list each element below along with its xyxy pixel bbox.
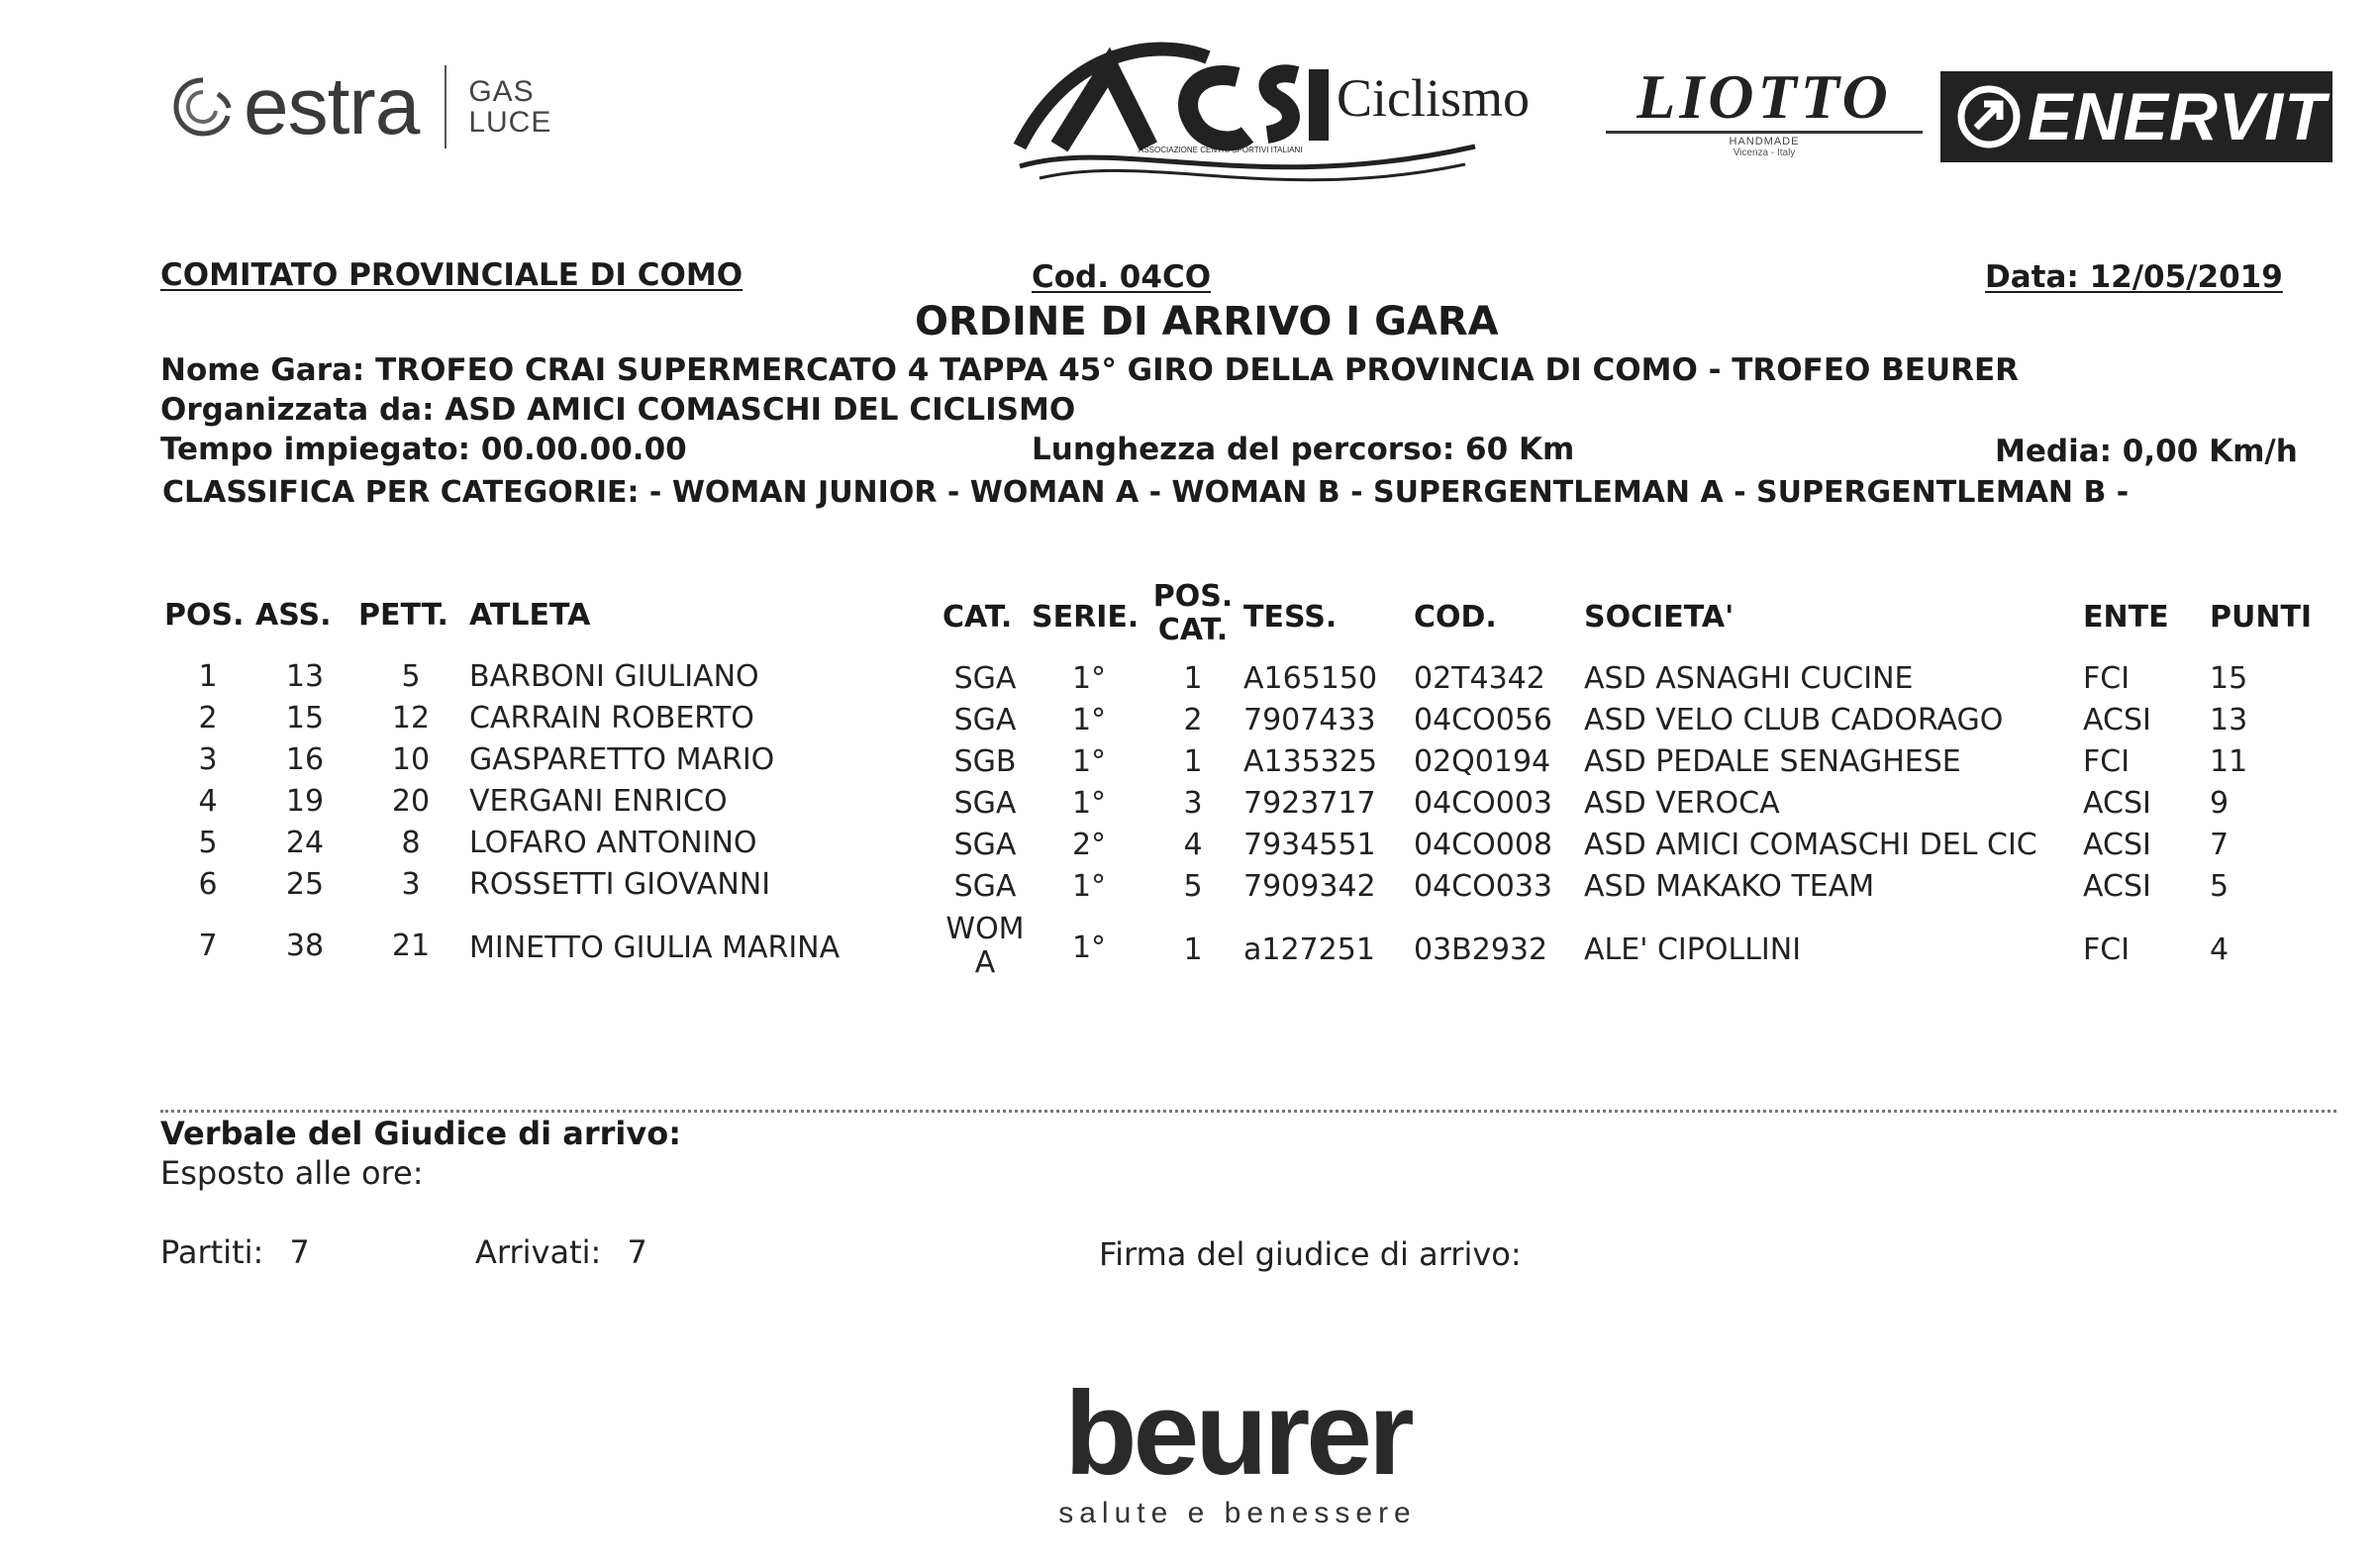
acsi-logo bbox=[1000, 28, 1554, 196]
firma-label: Firma del giudice di arrivo: bbox=[1099, 1235, 1522, 1273]
cell-poscat: 5 bbox=[1183, 869, 1203, 904]
cell-ente: ACSI bbox=[2083, 703, 2151, 737]
cell-societa: ASD PEDALE SENAGHESE bbox=[1584, 744, 1961, 779]
cell-ass: 16 bbox=[285, 742, 325, 777]
liotto-logo bbox=[1606, 61, 1923, 158]
cell-cat: SGB bbox=[953, 744, 1017, 779]
cell-pos: 6 bbox=[198, 867, 218, 902]
cell-serie: 1° bbox=[1071, 786, 1107, 821]
liotto-wordmark: LIOTTO bbox=[1606, 65, 1923, 134]
cell-cod: 03B2932 bbox=[1414, 932, 1548, 967]
cell-pett: 5 bbox=[401, 659, 421, 694]
cell-societa: ASD MAKAKO TEAM bbox=[1584, 869, 1875, 904]
average-speed: Media: 0,00 Km/h bbox=[1995, 434, 2298, 469]
estra-subtitle bbox=[468, 76, 551, 139]
cell-societa: ASD VEROCA bbox=[1584, 786, 1780, 821]
cell-punti: 13 bbox=[2210, 703, 2248, 737]
cell-tess: 7934551 bbox=[1243, 828, 1376, 862]
cell-punti: 4 bbox=[2210, 932, 2230, 967]
cell-punti: 9 bbox=[2210, 786, 2230, 821]
col-header-cat: CAT. bbox=[942, 600, 1013, 635]
cell-cod: 04CO008 bbox=[1414, 828, 1552, 862]
acsi-small-caption: ASSOCIAZIONE CENTRI SPORTIVI ITALIANI bbox=[1139, 146, 1303, 154]
cell-serie: 1° bbox=[1071, 869, 1107, 904]
estra-swirl-icon bbox=[168, 72, 238, 142]
category-list: CLASSIFICA PER CATEGORIE: - WOMAN JUNIOR - WOMAN A - WOMAN B - SUPERGENTLEMAN A - SUPERGENTLEMAN B - bbox=[162, 475, 2130, 510]
cell-pos: 2 bbox=[198, 701, 218, 735]
cell-atleta: BARBONI GIULIANO bbox=[469, 659, 759, 694]
cell-serie: 2° bbox=[1071, 828, 1107, 862]
cell-cat: SGA bbox=[953, 869, 1017, 904]
cell-ente: ACSI bbox=[2083, 786, 2151, 821]
col-header-poscat-line1: POS. bbox=[1152, 579, 1234, 614]
cell-ente: ACSI bbox=[2083, 869, 2151, 904]
col-header-serie: SERIE. bbox=[1032, 600, 1140, 635]
estra-sub-luce: LUCE bbox=[468, 106, 552, 139]
cell-pos: 7 bbox=[198, 929, 218, 963]
cell-ente: FCI bbox=[2083, 661, 2131, 696]
cell-ente: FCI bbox=[2083, 744, 2131, 779]
cell-pett: 21 bbox=[391, 929, 431, 963]
race-name: Nome Gara: TROFEO CRAI SUPERMERCATO 4 TAPPA 45° GIRO DELLA PROVINCIA DI COMO - TROFEO BEURER bbox=[160, 352, 2020, 388]
col-header-cod: COD. bbox=[1414, 600, 1497, 635]
cell-serie: 1° bbox=[1071, 931, 1107, 965]
cell-pos: 3 bbox=[198, 742, 218, 777]
cell-tess: a127251 bbox=[1243, 932, 1375, 967]
page-title: ORDINE DI ARRIVO I GARA bbox=[915, 299, 1499, 344]
acsi-subtitle: Ciclismo bbox=[1337, 68, 1531, 128]
cell-serie: 1° bbox=[1071, 703, 1107, 737]
partiti-label: Partiti: bbox=[160, 1233, 264, 1271]
arrivati-label: Arrivati: bbox=[475, 1233, 602, 1271]
cell-societa: ASD ASNAGHI CUCINE bbox=[1584, 661, 1914, 696]
cell-cat-line1: WOM bbox=[945, 912, 1025, 946]
cell-poscat: 1 bbox=[1183, 744, 1203, 779]
cell-ass: 15 bbox=[285, 701, 325, 735]
cell-cat: SGA bbox=[953, 828, 1017, 862]
cell-tess: 7909342 bbox=[1243, 869, 1376, 904]
cell-ass: 13 bbox=[285, 659, 325, 694]
cell-serie: 1° bbox=[1071, 744, 1107, 779]
cell-atleta: VERGANI ENRICO bbox=[469, 784, 728, 819]
committee-name: COMITATO PROVINCIALE DI COMO bbox=[160, 257, 744, 293]
cell-punti: 5 bbox=[2210, 869, 2230, 904]
enervit-logo bbox=[1940, 71, 2332, 162]
cell-cod: 04CO003 bbox=[1414, 786, 1552, 821]
cell-serie: 1° bbox=[1071, 661, 1107, 696]
cell-societa: ASD AMICI COMASCHI DEL CIC bbox=[1584, 828, 2037, 862]
cell-pos: 1 bbox=[198, 659, 218, 694]
cell-societa: ALE' CIPOLLINI bbox=[1584, 932, 1802, 967]
estra-logo bbox=[168, 61, 552, 151]
cell-societa: ASD VELO CLUB CADORAGO bbox=[1584, 703, 2004, 737]
estra-wordmark: estra bbox=[244, 61, 420, 151]
col-header-pett: PETT. bbox=[358, 598, 448, 633]
cell-pos: 5 bbox=[198, 826, 218, 860]
cell-tess: A135325 bbox=[1243, 744, 1378, 779]
beurer-tagline: salute e benessere bbox=[1058, 1497, 1417, 1529]
estra-sub-gas: GAS bbox=[468, 74, 535, 108]
liotto-handmade: HANDMADE bbox=[1729, 136, 1800, 147]
col-header-poscat bbox=[1148, 580, 1238, 647]
cell-punti: 7 bbox=[2210, 828, 2230, 862]
cell-pett: 8 bbox=[401, 826, 421, 860]
esposto-label: Esposto alle ore: bbox=[160, 1154, 424, 1192]
beurer-logo bbox=[1030, 1367, 1445, 1530]
cell-cod: 02T4342 bbox=[1414, 661, 1545, 696]
cell-pos: 4 bbox=[198, 784, 218, 819]
partiti-field bbox=[160, 1233, 310, 1271]
enervit-wordmark: ENERVIT bbox=[2028, 79, 2327, 154]
cell-punti: 11 bbox=[2210, 744, 2248, 779]
enervit-arrow-icon bbox=[1954, 82, 2024, 151]
cell-pett: 20 bbox=[391, 784, 431, 819]
cell-cat-line2: A bbox=[974, 945, 996, 980]
cell-tess: 7907433 bbox=[1243, 703, 1376, 737]
col-header-punti: PUNTI bbox=[2210, 600, 2313, 635]
cell-poscat: 1 bbox=[1183, 932, 1203, 967]
cell-atleta: LOFARO ANTONINO bbox=[469, 826, 757, 860]
cell-poscat: 1 bbox=[1183, 661, 1203, 696]
course-length: Lunghezza del percorso: 60 Km bbox=[1032, 432, 1575, 467]
cell-atleta: CARRAIN ROBERTO bbox=[469, 701, 754, 735]
cell-poscat: 3 bbox=[1183, 786, 1203, 821]
col-header-tess: TESS. bbox=[1243, 600, 1338, 635]
cell-ass: 25 bbox=[285, 867, 325, 902]
arrivati-field bbox=[475, 1233, 647, 1271]
cell-cod: 02Q0194 bbox=[1414, 744, 1551, 779]
arrivati-value: 7 bbox=[627, 1233, 647, 1271]
cell-atleta: GASPARETTO MARIO bbox=[469, 742, 775, 777]
partiti-value: 7 bbox=[289, 1233, 310, 1271]
liotto-location: Vicenza - Italy bbox=[1733, 147, 1796, 158]
cell-atleta: MINETTO GIULIA MARINA bbox=[469, 931, 841, 965]
cell-cat bbox=[941, 913, 1030, 980]
col-header-societa: SOCIETA' bbox=[1584, 600, 1735, 635]
col-header-poscat-line2: CAT. bbox=[1157, 613, 1229, 647]
time-taken: Tempo impiegato: 00.00.00.00 bbox=[160, 432, 687, 467]
cell-ente: ACSI bbox=[2083, 828, 2151, 862]
cell-cod: 04CO056 bbox=[1414, 703, 1552, 737]
cell-poscat: 4 bbox=[1183, 828, 1203, 862]
cell-pett: 10 bbox=[391, 742, 431, 777]
cell-tess: 7923717 bbox=[1243, 786, 1376, 821]
race-date: Data: 12/05/2019 bbox=[1985, 259, 2283, 295]
cell-ente: FCI bbox=[2083, 932, 2131, 967]
col-header-atleta: ATLETA bbox=[469, 598, 591, 633]
cell-ass: 24 bbox=[285, 826, 325, 860]
verbale-heading: Verbale del Giudice di arrivo: bbox=[160, 1115, 682, 1152]
cell-punti: 15 bbox=[2210, 661, 2248, 696]
col-header-ass: ASS. bbox=[255, 598, 332, 633]
cell-poscat: 2 bbox=[1183, 703, 1203, 737]
cell-cat: SGA bbox=[953, 786, 1017, 821]
cell-atleta: ROSSETTI GIOVANNI bbox=[469, 867, 771, 902]
cell-pett: 12 bbox=[391, 701, 431, 735]
cell-cod: 04CO033 bbox=[1414, 869, 1552, 904]
col-header-ente: ENTE bbox=[2083, 600, 2169, 635]
estra-separator bbox=[445, 65, 446, 148]
cell-cat: SGA bbox=[953, 703, 1017, 737]
cell-pett: 3 bbox=[401, 867, 421, 902]
cell-tess: A165150 bbox=[1243, 661, 1378, 696]
cell-ass: 38 bbox=[285, 929, 325, 963]
col-header-pos: POS. bbox=[164, 598, 245, 633]
cell-cat: SGA bbox=[953, 661, 1017, 696]
race-code: Cod. 04CO bbox=[1032, 259, 1212, 295]
cell-ass: 19 bbox=[285, 784, 325, 819]
organizer: Organizzata da: ASD AMICI COMASCHI DEL CICLISMO bbox=[160, 392, 1076, 428]
beurer-wordmark: beurer bbox=[1064, 1367, 1411, 1500]
section-divider bbox=[160, 1110, 2336, 1113]
